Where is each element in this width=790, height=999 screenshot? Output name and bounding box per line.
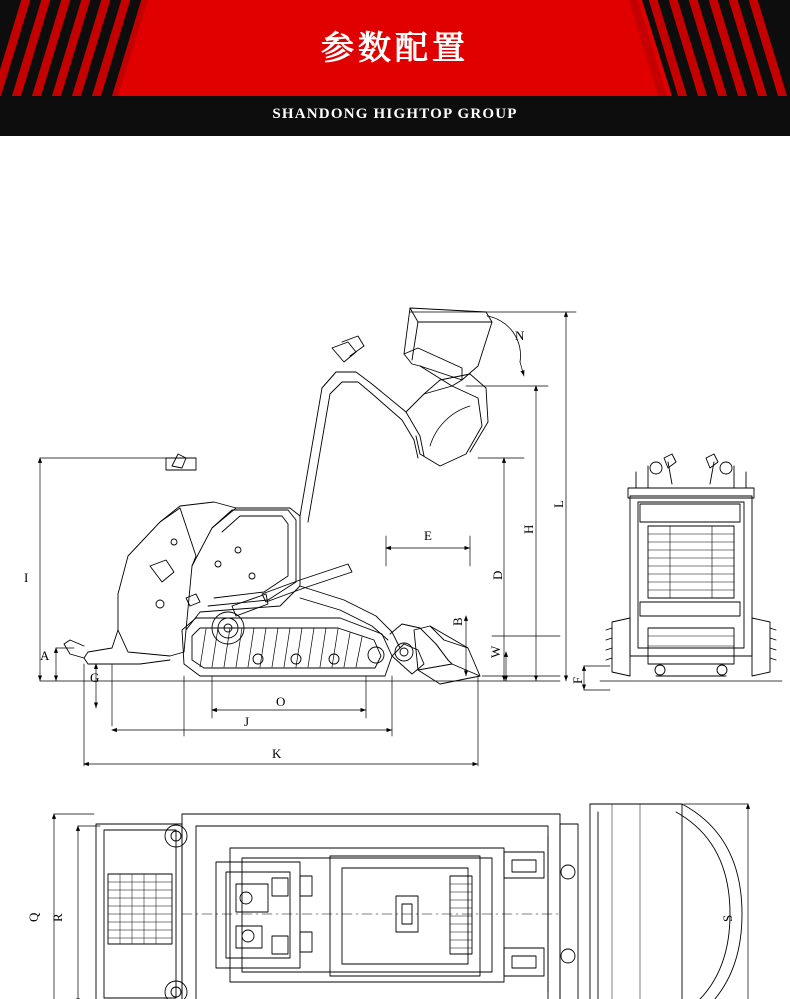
front-view-machine <box>600 454 782 681</box>
dim-label-R: R <box>50 913 65 922</box>
dim-label-W: W <box>488 645 503 658</box>
technical-drawing <box>0 136 790 999</box>
dim-label-O: O <box>276 694 286 709</box>
dim-label-E: E <box>424 528 432 543</box>
dim-label-G: G <box>90 670 100 685</box>
side-view-dimensions <box>40 312 576 766</box>
dim-label-S: S <box>720 914 735 922</box>
dim-label-N: N <box>515 328 525 343</box>
dim-label-F: F <box>570 676 585 684</box>
dim-label-K: K <box>272 746 282 761</box>
dimension-drawing-svg <box>0 136 790 999</box>
page-title: 参数配置 <box>321 28 469 67</box>
dim-label-B: B <box>450 617 465 626</box>
dim-label-A: A <box>40 648 50 663</box>
dim-label-I: I <box>24 570 29 585</box>
dim-label-J: J <box>244 714 250 729</box>
dim-label-Q: Q <box>26 912 41 922</box>
header-banner <box>0 0 790 136</box>
top-view-dimensions <box>54 804 748 999</box>
dim-label-L: L <box>551 500 566 508</box>
dim-label-H: H <box>521 524 536 534</box>
front-view-dimensions <box>584 666 610 690</box>
side-view-machine <box>40 308 560 684</box>
dimension-text-group <box>24 328 735 999</box>
top-view-machine <box>96 804 742 999</box>
dim-label-D: D <box>490 570 505 580</box>
company-name: SHANDONG HIGHTOP GROUP <box>272 106 518 122</box>
